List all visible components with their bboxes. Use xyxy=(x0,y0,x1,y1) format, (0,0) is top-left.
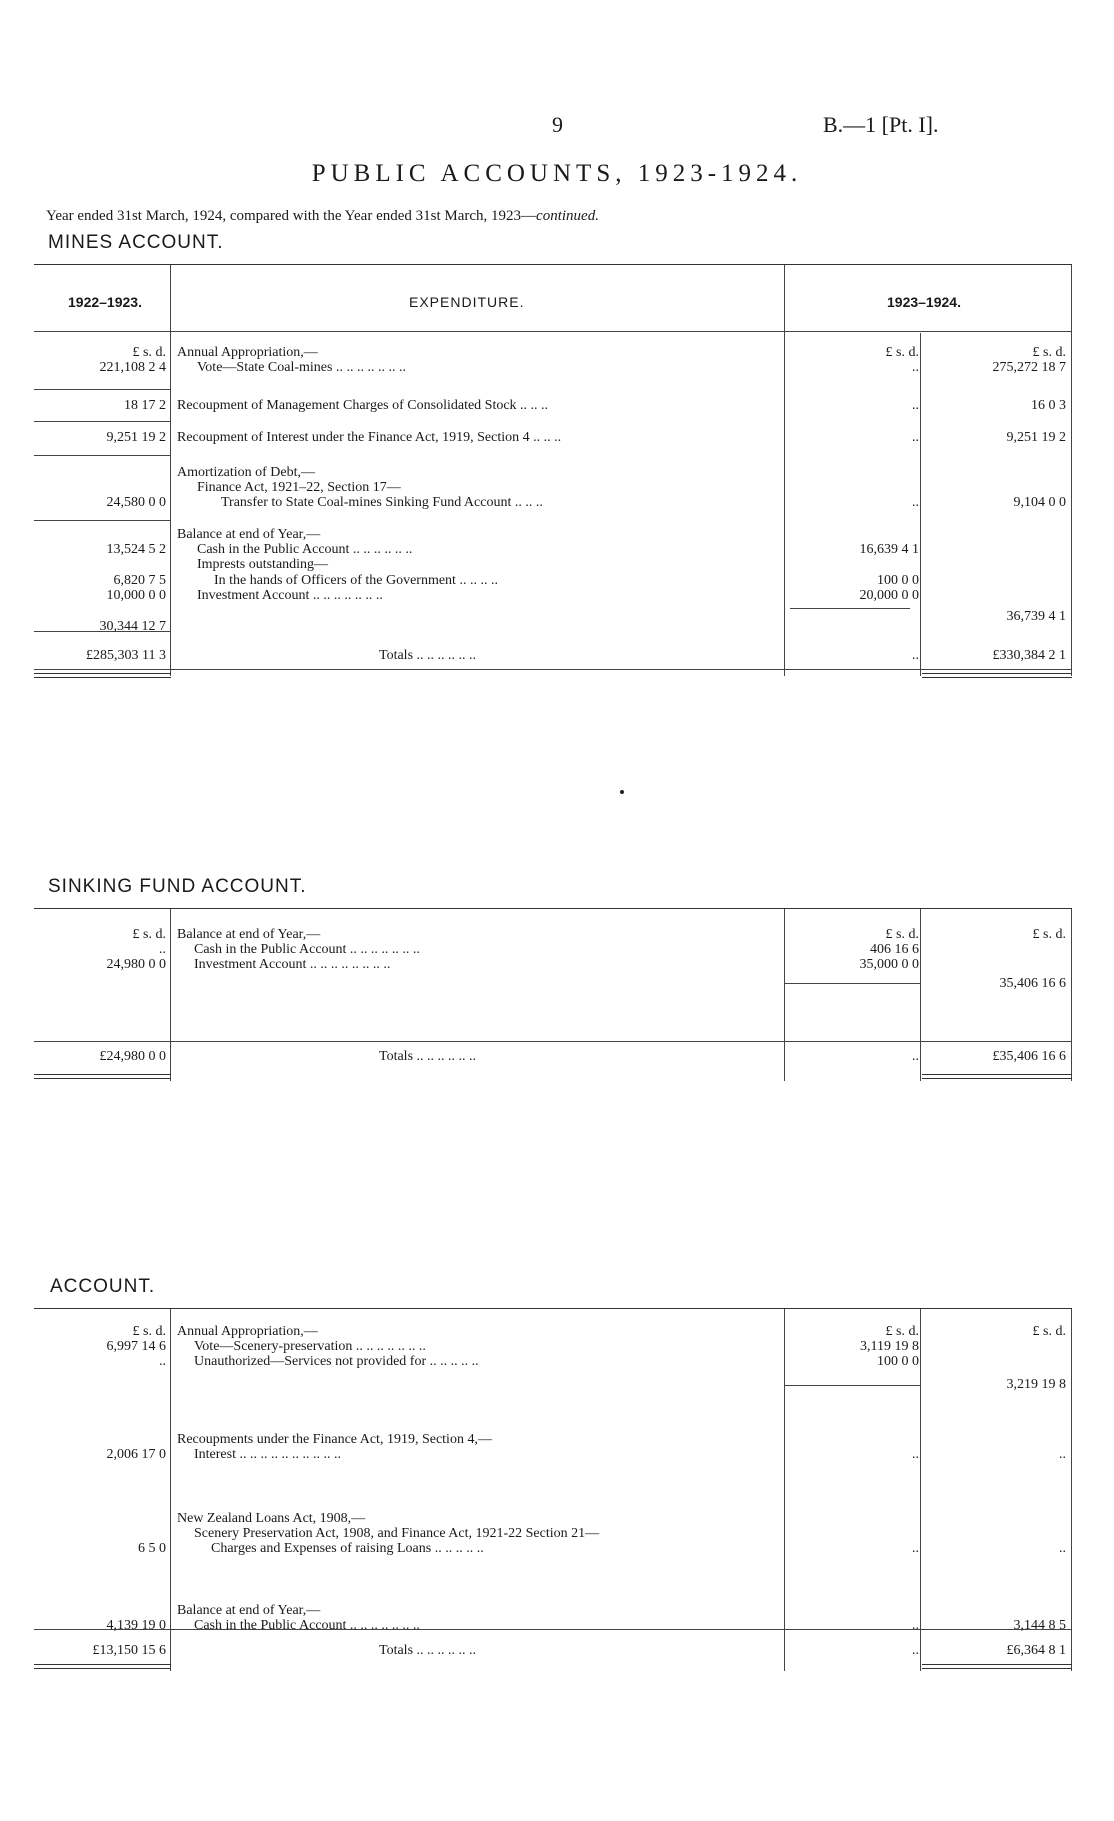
totals-label: Totals .. .. .. .. .. .. xyxy=(379,1643,477,1658)
amortization-finance-act: Finance Act, 1921–22, Section 17— xyxy=(197,480,401,495)
officers-prev: 6,820 7 5 xyxy=(113,573,166,588)
management-charges-mid: .. xyxy=(912,398,919,413)
header-expenditure: EXPENDITURE. xyxy=(409,294,525,310)
investment-prev: 10,000 0 0 xyxy=(106,588,166,603)
recoupment-interest: Recoupment of Interest under the Finance Act, 1919, Section 4 .. .. .. xyxy=(177,430,562,445)
units-mid: £ s. d. xyxy=(885,345,919,360)
investment-account: Investment Account .. .. .. .. .. .. .. xyxy=(197,588,383,603)
subtitle-continued: continued. xyxy=(536,208,599,224)
loans-prev: 6 5 0 xyxy=(138,1541,166,1556)
loans-act-heading: New Zealand Loans Act, 1908,— xyxy=(177,1511,366,1526)
balance-heading: Balance at end of Year,— xyxy=(177,527,321,542)
cash-mid: .. xyxy=(912,1618,919,1633)
investment-mid: 35,000 0 0 xyxy=(859,957,919,972)
totals-prev: £13,150 15 6 xyxy=(92,1643,166,1658)
interest-prev: 9,251 19 2 xyxy=(106,430,166,445)
transfer-sinking-fund: Transfer to State Coal-mines Sinking Fund Account .. .. .. xyxy=(221,495,543,510)
investment-mid: 20,000 0 0 xyxy=(859,588,919,603)
cash-prev: 13,524 5 2 xyxy=(106,542,166,557)
cash-public-account: Cash in the Public Account .. .. .. .. .. .. .. xyxy=(194,942,420,957)
totals-mid: .. xyxy=(912,1049,919,1064)
unauthorized-services: Unauthorized—Services not provided for .. .. .. .. .. xyxy=(194,1354,479,1369)
cash-prev: .. xyxy=(159,942,166,957)
sinking-fund-table xyxy=(34,908,1072,1081)
investment-account: Investment Account .. .. .. .. .. .. .. .. xyxy=(194,957,391,972)
vote-state-coal-mines: Vote—State Coal-mines .. .. .. .. .. .. .. xyxy=(197,360,406,375)
interest-mid: .. xyxy=(912,1447,919,1462)
header-curr-year: 1923–1924. xyxy=(887,294,961,310)
units-mid: £ s. d. xyxy=(885,1324,919,1339)
mines-account-title: MINES ACCOUNT. xyxy=(48,232,224,253)
annual-appropriation-heading: Annual Appropriation,— xyxy=(177,1324,318,1339)
balance-heading: Balance at end of Year,— xyxy=(177,1603,321,1618)
vote-scenery-preservation: Vote—Scenery-preservation .. .. .. .. .. .. .. xyxy=(194,1339,426,1354)
mines-account-table xyxy=(34,264,1072,676)
unauthorized-prev: .. xyxy=(159,1354,166,1369)
balance-heading: Balance at end of Year,— xyxy=(177,927,321,942)
interest-curr: 9,251 19 2 xyxy=(1006,430,1066,445)
vote-mid-amount: .. xyxy=(912,360,919,375)
investment-prev: 24,980 0 0 xyxy=(106,957,166,972)
balance-curr-total: 36,739 4 1 xyxy=(1006,609,1066,624)
units-curr: £ s. d. xyxy=(1032,345,1066,360)
totals-prev: £285,303 11 3 xyxy=(86,648,166,663)
decorative-dot xyxy=(620,790,624,794)
loans-curr: .. xyxy=(1059,1541,1066,1556)
management-charges-curr: 16 0 3 xyxy=(1031,398,1066,413)
units-mid: £ s. d. xyxy=(885,927,919,942)
totals-mid: .. xyxy=(912,1643,919,1658)
amortization-heading: Amortization of Debt,— xyxy=(177,465,316,480)
scenery-account-title: ACCOUNT. xyxy=(50,1276,156,1297)
cash-prev: 4,139 19 0 xyxy=(106,1618,166,1633)
cash-public-account: Cash in the Public Account .. .. .. .. .. .. .. xyxy=(194,1618,420,1633)
units-curr: £ s. d. xyxy=(1032,1324,1066,1339)
amortization-mid: .. xyxy=(912,495,919,510)
subtitle-main: Year ended 31st March, 1924, compared with the Year ended 31st March, 1923— xyxy=(46,208,537,224)
interest-row: Interest .. .. .. .. .. .. .. .. .. .. xyxy=(194,1447,341,1462)
scenery-account-table xyxy=(34,1308,1072,1671)
totals-label: Totals .. .. .. .. .. .. xyxy=(379,1049,477,1064)
loans-mid: .. xyxy=(912,1541,919,1556)
charges-raising-loans: Charges and Expenses of raising Loans .. .. .. .. .. xyxy=(211,1541,484,1556)
header-prev-year: 1922–1923. xyxy=(68,294,142,310)
vote-prev: 6,997 14 6 xyxy=(106,1339,166,1354)
totals-label: Totals .. .. .. .. .. .. xyxy=(379,648,477,663)
balance-prev-subtotal: 30,344 12 7 xyxy=(99,619,166,634)
page-title: PUBLIC ACCOUNTS, 1923-1924. xyxy=(311,160,803,187)
interest-curr: .. xyxy=(1059,1447,1066,1462)
vote-curr-amount: 275,272 18 7 xyxy=(992,360,1066,375)
page-subtitle xyxy=(46,208,599,225)
interest-prev: 2,006 17 0 xyxy=(106,1447,166,1462)
officers-of-government: In the hands of Officers of the Government .. .. .. .. xyxy=(214,573,498,588)
totals-prev: £24,980 0 0 xyxy=(99,1049,166,1064)
officers-mid: 100 0 0 xyxy=(877,573,919,588)
sinking-fund-title: SINKING FUND ACCOUNT. xyxy=(48,876,307,897)
page-number: 9 xyxy=(552,112,563,137)
imprests-outstanding: Imprests outstanding— xyxy=(197,557,329,572)
totals-mid: .. xyxy=(912,648,919,663)
amortization-curr: 9,104 0 0 xyxy=(1013,495,1066,510)
units-prev: £ s. d. xyxy=(132,1324,166,1339)
document-reference: B.—1 [Pt. I]. xyxy=(823,112,939,137)
cash-public-account: Cash in the Public Account .. .. .. .. .. .. xyxy=(197,542,413,557)
management-charges-prev: 18 17 2 xyxy=(124,398,166,413)
vote-prev-amount: 221,108 2 4 xyxy=(99,360,166,375)
totals-curr: £35,406 16 6 xyxy=(992,1049,1066,1064)
totals-curr: £6,364 8 1 xyxy=(1006,1643,1066,1658)
totals-curr: £330,384 2 1 xyxy=(992,648,1066,663)
cash-mid: 406 16 6 xyxy=(870,942,919,957)
cash-mid: 16,639 4 1 xyxy=(859,542,919,557)
recoupment-management-charges: Recoupment of Management Charges of Consolidated Stock .. .. .. xyxy=(177,398,549,413)
unauthorized-mid: 100 0 0 xyxy=(877,1354,919,1369)
amortization-prev: 24,580 0 0 xyxy=(106,495,166,510)
units-prev: £ s. d. xyxy=(132,927,166,942)
interest-mid: .. xyxy=(912,430,919,445)
cash-curr: 3,144 8 5 xyxy=(1013,1618,1066,1633)
appropriation-curr-total: 3,219 19 8 xyxy=(1006,1377,1066,1392)
units-prev: £ s. d. xyxy=(132,345,166,360)
recoupments-heading: Recoupments under the Finance Act, 1919, Section 4,— xyxy=(177,1432,492,1447)
units-curr: £ s. d. xyxy=(1032,927,1066,942)
annual-appropriation-heading: Annual Appropriation,— xyxy=(177,345,318,360)
scenery-preservation-act: Scenery Preservation Act, 1908, and Finance Act, 1921-22 Section 21— xyxy=(194,1526,600,1541)
vote-mid: 3,119 19 8 xyxy=(860,1339,919,1354)
balance-curr-total: 35,406 16 6 xyxy=(999,976,1066,991)
